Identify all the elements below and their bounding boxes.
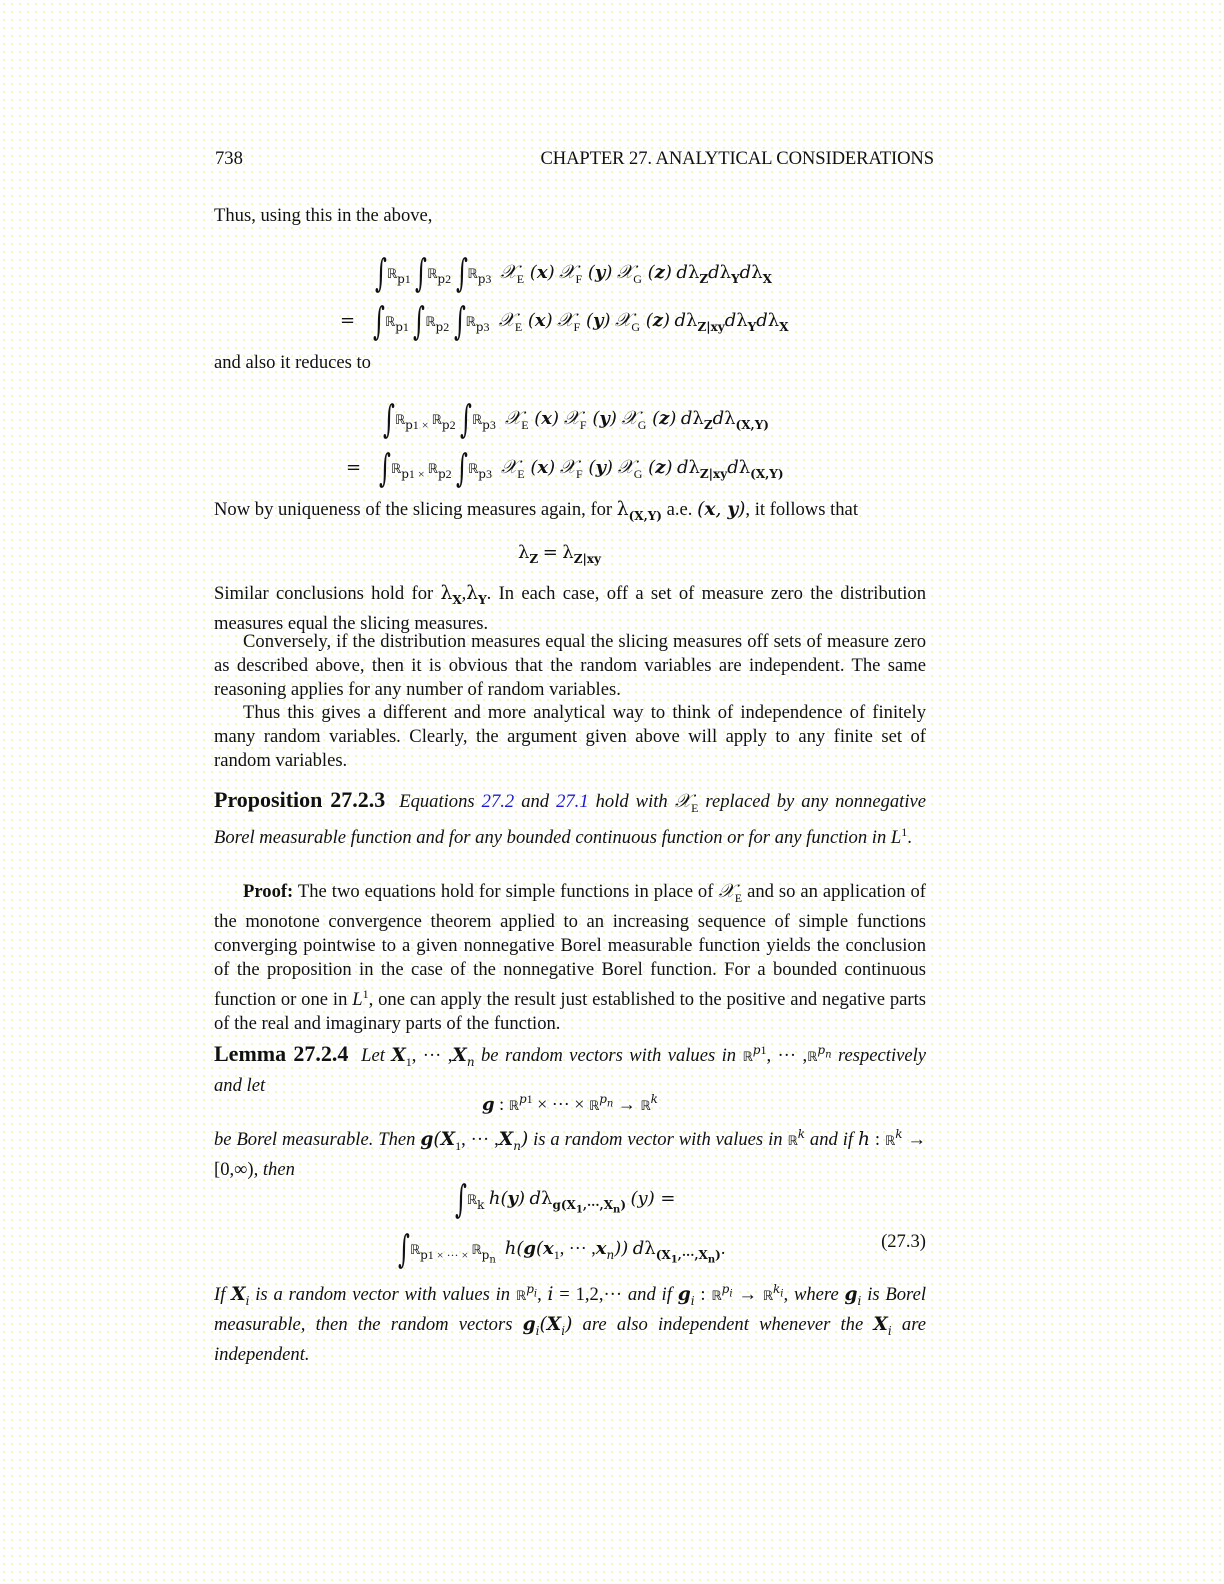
paragraph-thus: Thus this gives a different and more analytical way to think of independence of finitely many random variables. Clearly, the argument given above will apply to any finite set of random variables.: [214, 702, 926, 771]
intro-line-2: and also it reduces to: [214, 352, 371, 373]
map-g: g : ℝ$^{p1}$ × ··· × ℝ$^{p_n}$ → ℝ$^k$: [482, 1092, 658, 1115]
page-number: 738: [215, 148, 243, 169]
equals-sign: =: [346, 457, 362, 478]
proof-label: Proof:: [243, 881, 294, 902]
paragraph-similar: Similar conclusions hold for $\lambda_X,\lambda_Y$. In each case, off a set of measure zero the distribution measures equal the slicing measures.: [214, 583, 926, 634]
equation-link-27-1[interactable]: 27.1: [556, 791, 589, 812]
paragraph-conversely: Conversely, if the distribution measures equal the slicing measures off sets of measure zero as described above, then it is obvious that the random variables are independent. The same reasoning applies for any number of random variables.: [214, 631, 926, 700]
equals-sign: =: [340, 310, 356, 331]
paragraph-uniqueness: Now by uniqueness of the slicing measures again, for $\lambda_{(X,Y)}$ a.e. (x, y), it follows that: [214, 499, 858, 523]
proposition-title: Proposition 27.2.3: [214, 787, 386, 812]
lemma-title: Lemma 27.2.4: [214, 1041, 349, 1066]
equation-27-3-line-2: ∫ℝ$_{p1 \times \cdot\cdot\cdot \times}$ ℝ$_{p_n}$ $h(g(x_1$, ··· $,x_n$)) $d\lambda_{(X_1,\cdot\cdot\cdot,X_n)}$.: [398, 1227, 726, 1271]
proof-paragraph: Proof: The two equations hold for simple functions in place of 𝒳$_E$ and so an application of the monotone convergence theorem applied to an increasing sequence of simple functions converging pointwise to a given nonnegative Borel measurable function yields the conclusion of the proposition in the case of the nonnegative Borel function. For a bounded continuous function or one in $L^1$, one can apply the result just established to the positive and negative parts of the real and imaginary parts of the function.: [214, 880, 927, 1034]
equation-27-3-line-1: ∫ℝ$_k$ h(y) $d\lambda_{g(X_1,\cdot\cdot\cdot,X_n)}$ (y) =: [455, 1177, 676, 1221]
proposition-27-2-3: Proposition 27.2.3 Equations 27.2 and 27.1 hold with 𝒳$_E$ replaced by any nonnegative Borel measurable function and for any bounded continuous function or for any function in $L^1$.: [214, 787, 927, 848]
equation-link-27-2[interactable]: 27.2: [481, 791, 515, 812]
equation-1-line-2: = ∫ℝ$_{p1}$ ∫ℝ$_{p2}$ ∫ℝ$_{p3}$ 𝒳$_E$ (x) 𝒳$_F$ (y) 𝒳$_G$ (z) $d\lambda_{Z|xy}d\lambda_Yd\lambda_X$: [340, 299, 789, 343]
equation-2-line-1: ∫ℝ$_{p1}$ $_\times$ ℝ$_{p2}$ ∫ℝ$_{p3}$ 𝒳$_E$ (x) 𝒳$_F$ (y) 𝒳$_G$ (z) $d\lambda_Zd\lambda_{(X,Y)}$: [383, 397, 769, 441]
equation-3: $\lambda_Z = \lambda_{Z|xy}$: [518, 542, 601, 566]
lemma-27-2-4: Lemma 27.2.4 Let $X_1$, ··· $,X_n$ be random vectors with values in ℝ$^{p1}$, ··· ,ℝ$^{p_n}$ respectively and let: [214, 1041, 927, 1096]
equation-number: (27.3): [881, 1231, 926, 1252]
equation-2-line-2: = ∫ℝ$_{p1}$ $_\times$ ℝ$_{p2}$ ∫ℝ$_{p3}$ 𝒳$_E$ (x) 𝒳$_F$ (y) 𝒳$_G$ (z) $d\lambda_{Z|xy}d\lambda_{(X,Y)}$: [346, 446, 784, 490]
lemma-closing-paragraph: If $X_i$ is a random vector with values in ℝ$^{p_i}$, i = 1,2,··· and if $g_i$ : ℝ$^{p_i}$ → ℝ$^{k_i}$, where $g_i$ is Borel measurable, then the random vectors $g_i(X_i)$ are also independent whenever the $X_i$ are independent.: [214, 1282, 927, 1365]
chapter-title: CHAPTER 27. ANALYTICAL CONSIDERATIONS: [540, 148, 934, 169]
equation-1-line-1: ∫ℝ$_{p1}$ ∫ℝ$_{p2}$ ∫ℝ$_{p3}$ 𝒳$_E$ (x) 𝒳$_F$ (y) 𝒳$_G$ (z) $d\lambda_Zd\lambda_Yd\lambda_X$: [375, 251, 772, 295]
intro-line: Thus, using this in the above,: [214, 205, 433, 226]
lemma-borel-paragraph: be Borel measurable. Then $g(X_1$, ··· $,X_n$) is a random vector with values in ℝ$^k$ and if h : ℝ$^k$ → [0,∞), then: [214, 1127, 926, 1180]
